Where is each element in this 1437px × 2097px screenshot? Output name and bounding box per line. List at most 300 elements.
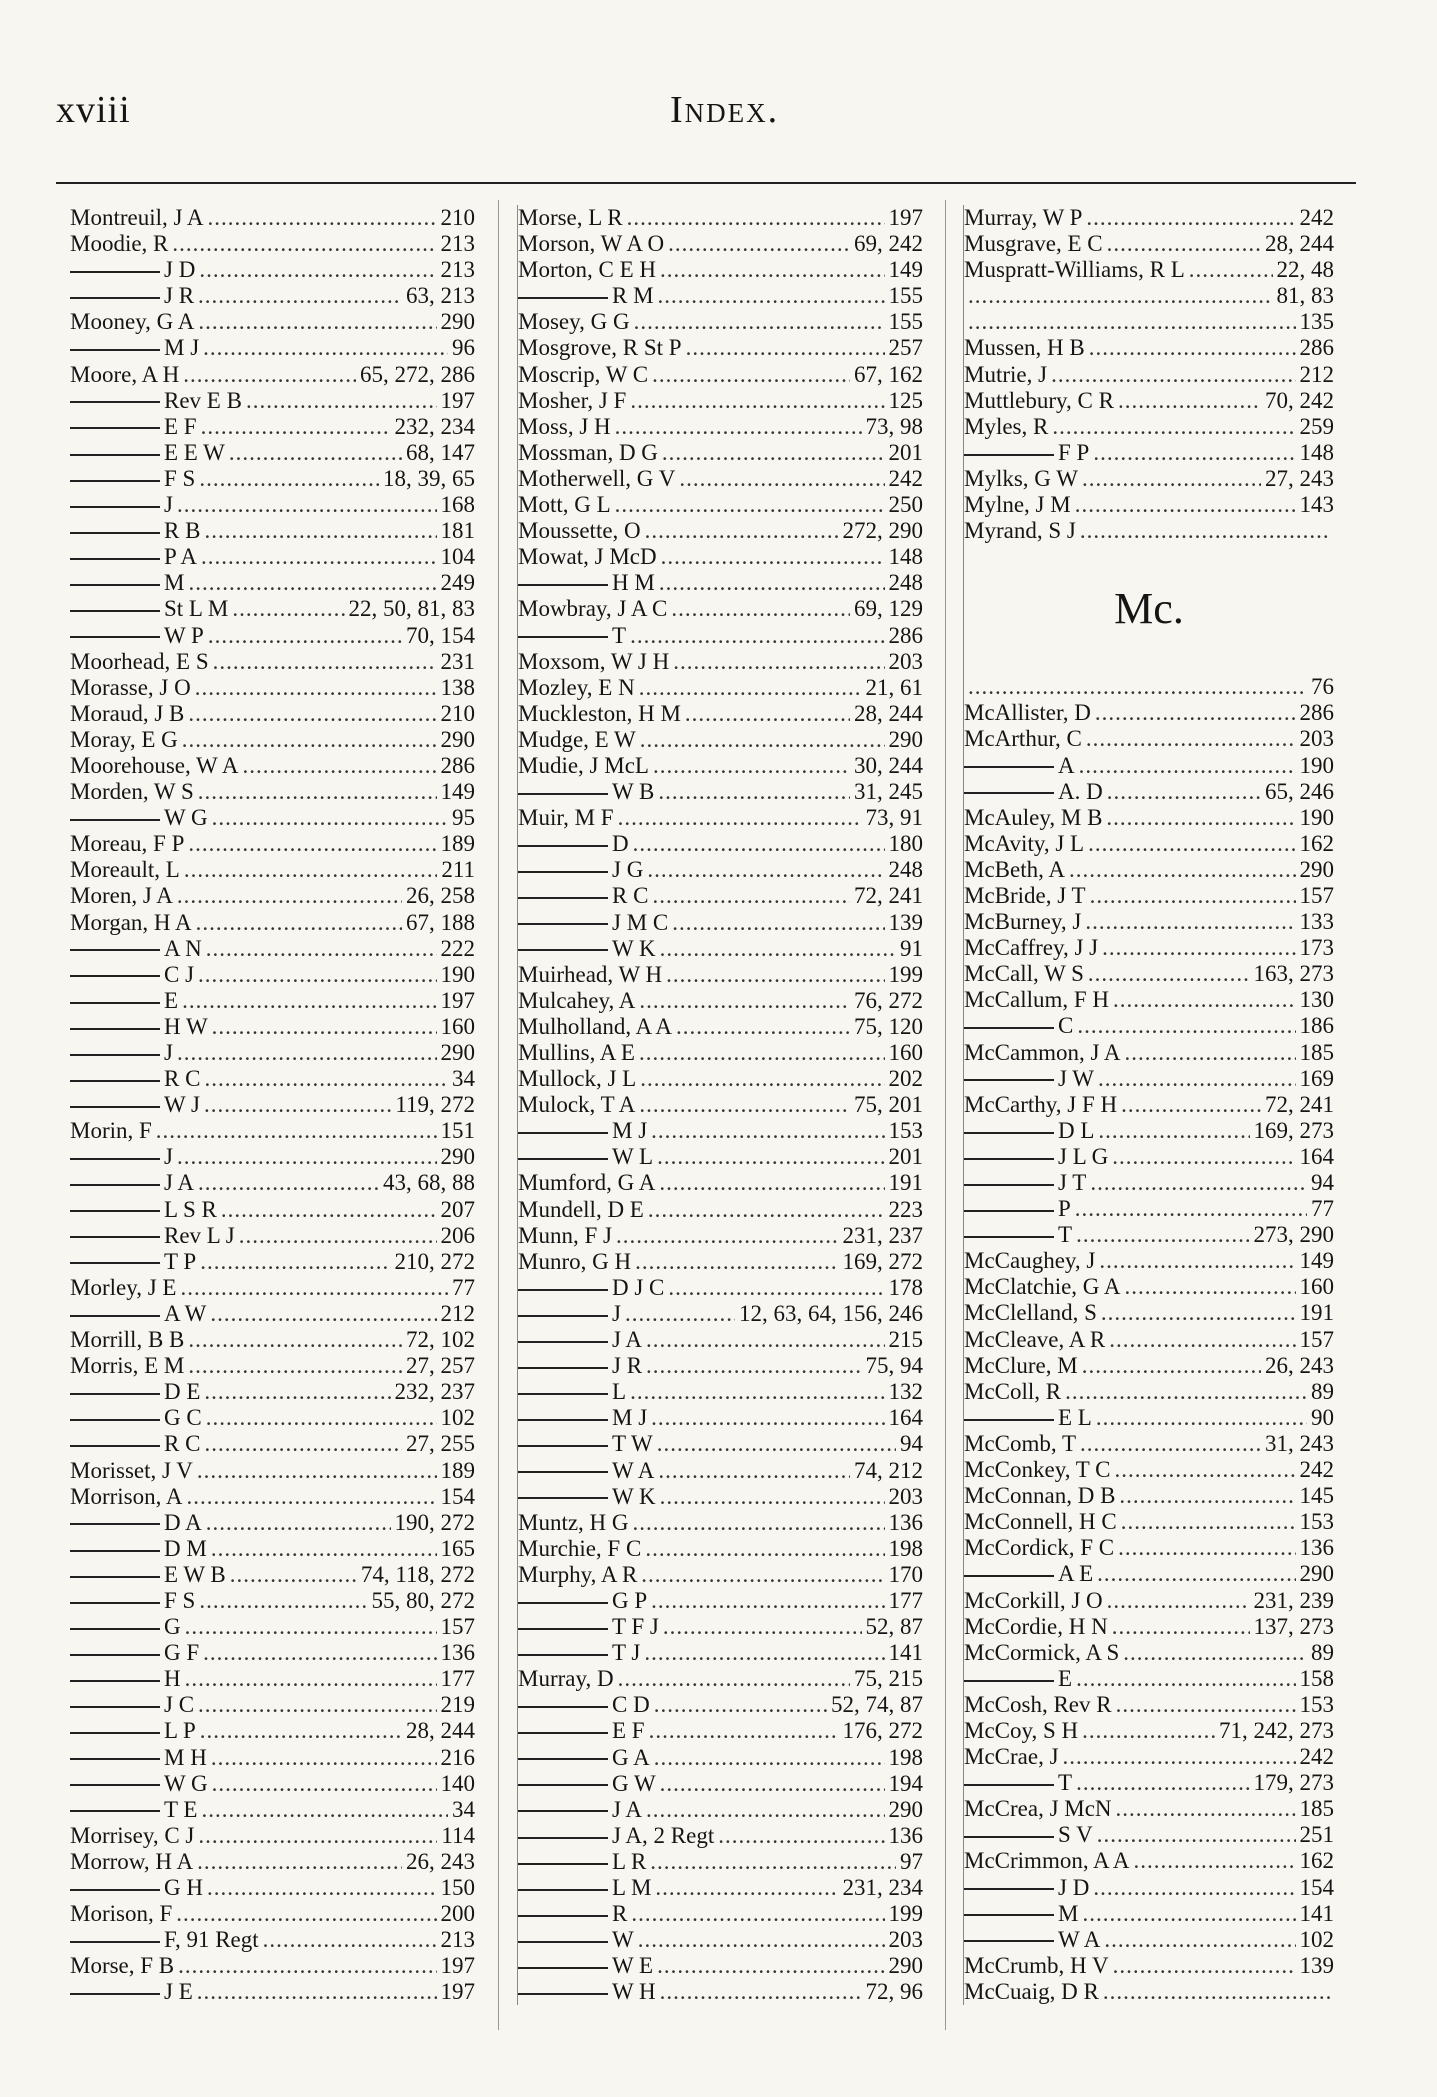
leader-dots — [200, 1718, 402, 1744]
entry-name: McCrumb, H V — [964, 1952, 1109, 1978]
entry-pages: 157 — [440, 1614, 475, 1640]
entry-name: H M — [518, 570, 655, 596]
entry-pages: 114 — [441, 1822, 475, 1848]
leader-dots — [182, 988, 436, 1014]
entry-pages: 148 — [888, 544, 923, 570]
index-entry — [518, 1405, 923, 1431]
entry-name: W A — [964, 1927, 1100, 1953]
entry-name: McAuley, M B — [964, 804, 1103, 830]
leader-dots — [615, 414, 862, 440]
leader-dots — [195, 675, 437, 701]
entry-name: Muir, M F — [518, 805, 614, 831]
entry-name: J — [518, 1301, 621, 1327]
index-entry — [70, 257, 475, 283]
entry-name: G — [70, 1614, 181, 1640]
entry-name: R B — [70, 518, 200, 544]
entry-name: A W — [70, 1301, 206, 1327]
entry-pages: 140 — [440, 1770, 475, 1796]
entry-name: G H — [70, 1875, 203, 1901]
leader-dots — [686, 335, 885, 361]
leader-dots — [1116, 1796, 1296, 1822]
entry-pages: 12, 63, 64, 156, 246 — [739, 1300, 923, 1326]
index-entry — [518, 205, 923, 231]
index-entry — [70, 1223, 475, 1249]
leader-dots — [221, 1197, 437, 1223]
entry-name: McAllister, D — [964, 700, 1091, 726]
entry-pages: 197 — [888, 205, 923, 230]
entry-pages: 90 — [1311, 1404, 1334, 1430]
entry-pages: 34 — [452, 1796, 475, 1822]
leader-dots — [668, 1275, 884, 1301]
entry-pages: 290 — [440, 726, 475, 752]
entry-name: McCall, W S — [964, 961, 1084, 987]
entry-pages: 232, 234 — [394, 413, 475, 439]
entry-name: Mulcahey, A — [518, 987, 636, 1013]
entry-pages: 199 — [888, 1901, 923, 1927]
index-entry — [964, 700, 1334, 726]
index-entry — [70, 1014, 475, 1040]
entry-name: J M C — [518, 910, 668, 936]
index-entry — [964, 1640, 1334, 1666]
entry-pages: 181 — [440, 518, 475, 544]
entry-pages: 139 — [888, 909, 923, 935]
index-entry — [518, 1666, 923, 1692]
entry-pages: 141 — [888, 1640, 923, 1666]
leader-dots — [660, 1979, 862, 2005]
entry-pages: 203 — [888, 1927, 923, 1953]
leader-dots — [631, 1901, 884, 1927]
entry-pages: 290 — [440, 1040, 475, 1065]
entry-pages: 169 — [1299, 1065, 1334, 1091]
entry-pages: 136 — [440, 1640, 475, 1666]
index-entry — [70, 1666, 475, 1692]
index-entry — [518, 1927, 923, 1953]
leader-dots — [213, 649, 437, 675]
entry-name: D — [518, 831, 629, 857]
index-entry — [70, 1484, 475, 1510]
entry-name: L — [518, 1379, 626, 1405]
entry-name: Mossman, D G — [518, 439, 658, 465]
entry-pages: 177 — [888, 1587, 923, 1613]
index-entry — [518, 1614, 923, 1640]
index-entry — [518, 1562, 923, 1588]
entry-pages: 203 — [888, 648, 923, 674]
index-entry — [518, 309, 923, 335]
entry-name: Mullins, A E — [518, 1040, 635, 1065]
entry-name: Morrisey, C J — [70, 1822, 195, 1848]
entry-pages: 132 — [888, 1379, 923, 1405]
entry-name: R — [518, 1901, 627, 1927]
entry-name: W J — [70, 1092, 200, 1118]
entry-name: A E — [964, 1561, 1093, 1587]
leader-dots — [640, 1066, 884, 1092]
leader-dots — [1051, 362, 1295, 388]
entry-pages: 290 — [888, 1796, 923, 1822]
entry-name: M J — [70, 335, 199, 361]
leader-dots — [230, 1562, 357, 1588]
index-entry — [70, 544, 475, 570]
index-entry — [964, 205, 1334, 231]
entry-pages: 219 — [440, 1692, 475, 1718]
index-entry — [518, 283, 923, 309]
index-entry — [518, 623, 923, 649]
index-entry — [70, 1431, 475, 1457]
leader-dots — [644, 1640, 884, 1666]
index-entry — [70, 335, 475, 361]
leader-dots — [204, 1092, 391, 1118]
entry-pages: 164 — [888, 1405, 923, 1431]
entry-name: McCallum, F H — [964, 987, 1110, 1013]
entry-pages: 31, 245 — [854, 779, 923, 805]
index-entry — [964, 1248, 1334, 1274]
entry-name: T — [518, 623, 626, 649]
leader-dots — [1099, 1248, 1295, 1274]
leader-dots — [1089, 335, 1296, 361]
entry-name: Mudie, J McL — [518, 752, 649, 778]
entry-pages: 69, 242 — [854, 231, 923, 257]
leader-dots — [638, 1927, 885, 1953]
index-entry — [518, 1197, 923, 1223]
leader-dots — [652, 362, 850, 388]
leader-dots — [968, 283, 1273, 309]
index-entry — [518, 1066, 923, 1092]
index-entry — [70, 466, 475, 492]
index-entry — [964, 257, 1334, 283]
entry-name: J D — [70, 257, 195, 283]
entry-pages: 102 — [440, 1405, 475, 1431]
entry-pages: 139 — [1299, 1952, 1334, 1978]
leader-dots — [198, 1692, 436, 1718]
entry-pages: 70, 242 — [1265, 387, 1334, 413]
leader-dots — [673, 649, 884, 675]
entry-name: Muttlebury, C R — [964, 387, 1114, 413]
leader-dots — [201, 1797, 448, 1823]
leader-dots — [639, 675, 862, 701]
index-entry — [964, 1588, 1334, 1614]
leader-dots — [1086, 205, 1295, 231]
leader-dots — [679, 466, 884, 492]
index-entry — [964, 1614, 1334, 1640]
leader-dots — [263, 1927, 437, 1953]
entry-name: M — [964, 1901, 1078, 1927]
entry-pages: 212 — [1299, 361, 1334, 387]
entry-pages: 136 — [1299, 1535, 1334, 1561]
entry-name: Moxsom, W J H — [518, 648, 670, 674]
entry-pages: 77 — [1311, 1196, 1334, 1222]
index-entry — [964, 935, 1334, 961]
entry-name: F S — [70, 466, 195, 492]
index-entry — [518, 388, 923, 414]
index-entry — [518, 1849, 923, 1875]
index-entry — [964, 753, 1334, 779]
index-entry — [964, 1927, 1334, 1953]
entry-name: A. D — [964, 779, 1103, 805]
entry-pages: 213 — [440, 1927, 475, 1953]
entry-pages: 153 — [1299, 1691, 1334, 1717]
index-entry — [518, 1458, 923, 1484]
leader-dots — [657, 1144, 884, 1170]
leader-dots — [1095, 700, 1296, 726]
index-entry — [964, 1901, 1334, 1927]
leader-dots — [646, 1327, 884, 1353]
entry-pages: 21, 61 — [865, 674, 923, 700]
leader-dots — [968, 309, 1296, 335]
leader-dots — [1119, 1483, 1295, 1509]
entry-name: E — [70, 988, 178, 1014]
entry-pages: 27, 257 — [406, 1353, 475, 1379]
index-entry — [70, 283, 475, 309]
leader-dots — [210, 1301, 436, 1327]
entry-pages: 155 — [888, 309, 923, 335]
entry-name: McCorkill, J O — [964, 1587, 1103, 1613]
index-entry — [964, 1300, 1334, 1326]
entry-pages: 190, 272 — [394, 1509, 475, 1535]
entry-name: J C — [70, 1692, 194, 1718]
entry-pages: 89 — [1311, 1378, 1334, 1404]
entry-pages: 242 — [888, 465, 923, 491]
entry-name: J R — [70, 283, 194, 309]
entry-name: M J — [518, 1118, 647, 1144]
leader-dots — [1102, 935, 1295, 961]
leader-dots — [672, 910, 884, 936]
entry-name: Munro, G H — [518, 1248, 632, 1274]
entry-name: McArthur, C — [964, 726, 1082, 752]
entry-name: Murray, D — [518, 1666, 614, 1692]
leader-dots — [645, 518, 839, 544]
entry-pages: 213 — [440, 231, 475, 257]
index-entry — [964, 1822, 1334, 1848]
entry-name: A N — [70, 936, 202, 962]
entry-name: T J — [518, 1640, 640, 1666]
leader-dots — [648, 1197, 885, 1223]
index-entry — [518, 1979, 923, 2005]
entry-pages: 190 — [1299, 752, 1334, 778]
index-entry — [70, 492, 475, 518]
leader-dots — [201, 544, 436, 570]
index-entry — [518, 1692, 923, 1718]
leader-dots — [1112, 1614, 1250, 1640]
entry-pages: 197 — [440, 387, 475, 413]
entry-name: J — [70, 1040, 173, 1066]
entry-name: McCordick, F C — [964, 1535, 1115, 1561]
index-entry — [70, 910, 475, 936]
index-entry — [70, 1144, 475, 1170]
entry-pages: 213 — [440, 257, 475, 283]
entry-name: C J — [70, 962, 194, 988]
index-entry — [964, 231, 1334, 257]
entry-name: Morrill, B B — [70, 1327, 185, 1353]
leader-dots — [658, 779, 850, 805]
entry-pages: 231, 234 — [842, 1875, 923, 1900]
entry-pages: 197 — [440, 1979, 475, 2005]
index-entry — [518, 675, 923, 701]
entry-name: Mullock, J L — [518, 1066, 637, 1092]
entry-name: W K — [518, 1484, 656, 1510]
index-entry — [70, 440, 475, 466]
leader-dots — [668, 231, 850, 257]
entry-pages: 212 — [440, 1300, 475, 1326]
index-entry — [964, 1718, 1334, 1744]
entry-pages: 203 — [1299, 726, 1334, 752]
leader-dots — [1125, 1274, 1296, 1300]
entry-name: J D — [964, 1875, 1089, 1901]
entry-pages: 185 — [1299, 1796, 1334, 1822]
leader-dots — [1080, 1431, 1261, 1457]
leader-dots — [640, 727, 885, 753]
leader-dots — [242, 753, 436, 779]
index-entry — [70, 231, 475, 257]
entry-name: McConkey, T C — [964, 1457, 1111, 1483]
leader-dots — [232, 596, 344, 622]
leader-dots — [646, 1797, 884, 1823]
leader-dots — [1075, 1196, 1307, 1222]
index-entry — [964, 1405, 1334, 1431]
entry-pages: 130 — [1299, 987, 1334, 1013]
index-entry — [70, 570, 475, 596]
entry-pages: 257 — [888, 335, 923, 361]
entry-name: W H — [518, 1979, 656, 2005]
leader-dots — [1107, 231, 1261, 257]
leader-dots — [198, 779, 437, 805]
column-divider — [945, 200, 946, 2030]
leader-dots — [1112, 1144, 1295, 1170]
leader-dots — [625, 1301, 735, 1327]
index-entry — [964, 1379, 1334, 1405]
entry-pages: 154 — [440, 1483, 475, 1509]
leader-dots — [658, 1458, 850, 1484]
leader-dots — [185, 1614, 437, 1640]
leader-dots — [1065, 1379, 1307, 1405]
entry-name: F P — [964, 440, 1089, 466]
entry-name: J A, 2 Regt — [518, 1823, 714, 1849]
index-entry — [70, 805, 475, 831]
entry-pages: 97 — [900, 1848, 923, 1874]
entry-pages: 151 — [440, 1118, 475, 1144]
entry-pages: 135 — [1299, 309, 1334, 335]
entry-pages: 286 — [888, 622, 923, 648]
leader-dots — [188, 570, 436, 596]
leader-dots — [199, 1588, 367, 1614]
index-entry — [518, 414, 923, 440]
index-entry — [518, 727, 923, 753]
entry-pages: 96 — [452, 335, 475, 361]
leader-dots — [1097, 1822, 1296, 1848]
leader-dots — [1107, 779, 1261, 805]
entry-name: J R — [518, 1353, 642, 1379]
entry-name: Murphy, A R — [518, 1561, 638, 1587]
index-entry — [964, 335, 1334, 361]
entry-pages: 158 — [1299, 1665, 1334, 1691]
leader-dots — [211, 1536, 437, 1562]
entry-name: Mowbray, J A C — [518, 596, 668, 622]
index-entry — [70, 1901, 475, 1927]
index-entry — [518, 857, 923, 883]
entry-pages: 272, 290 — [842, 518, 923, 544]
leader-dots — [204, 1379, 390, 1405]
entry-name: J A — [518, 1797, 642, 1823]
leader-dots — [180, 1275, 448, 1301]
leader-dots — [203, 1640, 436, 1666]
index-entry — [70, 1249, 475, 1275]
entry-pages: 149 — [888, 257, 923, 283]
entry-name: McComb, T — [964, 1430, 1077, 1456]
entry-name: McCaughey, J — [964, 1248, 1096, 1274]
leader-dots — [198, 1170, 379, 1196]
index-entry — [70, 362, 475, 388]
entry-pages: 223 — [888, 1196, 923, 1222]
index-entry — [70, 309, 475, 335]
entry-name: T P — [70, 1249, 196, 1275]
index-entry — [964, 1457, 1334, 1483]
leader-dots — [184, 857, 437, 883]
entry-name: D E — [70, 1379, 200, 1405]
entry-pages: 202 — [888, 1066, 923, 1092]
leader-dots — [206, 936, 437, 962]
entry-name: McClure, M — [964, 1352, 1078, 1378]
entry-pages: 153 — [888, 1118, 923, 1144]
entry-name: Mosgrove, R St P — [518, 335, 682, 361]
index-entry — [518, 1275, 923, 1301]
entry-pages: 160 — [888, 1040, 923, 1065]
entry-name: Myrand, S J — [964, 518, 1076, 544]
entry-pages: 145 — [1299, 1483, 1334, 1509]
entry-name: Munn, F J — [518, 1222, 612, 1248]
index-entry — [70, 675, 475, 701]
entry-name: McCuaig, D R — [964, 1978, 1099, 2004]
entry-pages: 76, 272 — [854, 987, 923, 1013]
index-entry — [518, 962, 923, 988]
leader-dots — [1093, 1875, 1295, 1901]
entry-name: W L — [518, 1144, 653, 1170]
entry-name: Mulholland, A A — [518, 1013, 672, 1039]
leader-dots — [641, 1562, 884, 1588]
leader-dots — [1085, 909, 1295, 935]
entry-pages: 170 — [888, 1561, 923, 1587]
index-entry — [518, 1431, 923, 1457]
section-heading: Mc. — [1114, 584, 1184, 634]
leader-dots — [199, 466, 379, 492]
index-entry — [70, 1040, 475, 1066]
page-title: Index. — [670, 89, 780, 131]
entry-name: Muspratt-Williams, R L — [964, 257, 1185, 283]
entry-name: Murchie, F C — [518, 1535, 642, 1561]
leader-dots — [208, 205, 437, 231]
index-entry — [518, 1510, 923, 1536]
leader-dots — [1077, 1013, 1295, 1039]
index-entry — [518, 518, 923, 544]
entry-pages: 28, 244 — [406, 1718, 475, 1744]
leader-dots — [1107, 1588, 1250, 1614]
index-entry — [518, 1875, 923, 1901]
entry-pages: 210 — [440, 205, 475, 230]
index-entry — [964, 1353, 1334, 1379]
entry-pages: 201 — [888, 439, 923, 465]
index-entry — [964, 1327, 1334, 1353]
index-entry — [518, 1797, 923, 1823]
index-entry — [518, 1092, 923, 1118]
entry-pages: 189 — [440, 1457, 475, 1483]
index-entry — [964, 1509, 1334, 1535]
entry-pages: 22, 48 — [1276, 257, 1334, 283]
entry-name: Morse, F B — [70, 1953, 175, 1979]
entry-name: T W — [518, 1431, 653, 1457]
entry-name: Moraud, J B — [70, 700, 185, 726]
entry-pages: 242 — [1299, 1744, 1334, 1770]
index-entry — [518, 231, 923, 257]
index-entry — [964, 805, 1334, 831]
leader-dots — [183, 362, 356, 388]
entry-pages: 180 — [888, 831, 923, 857]
